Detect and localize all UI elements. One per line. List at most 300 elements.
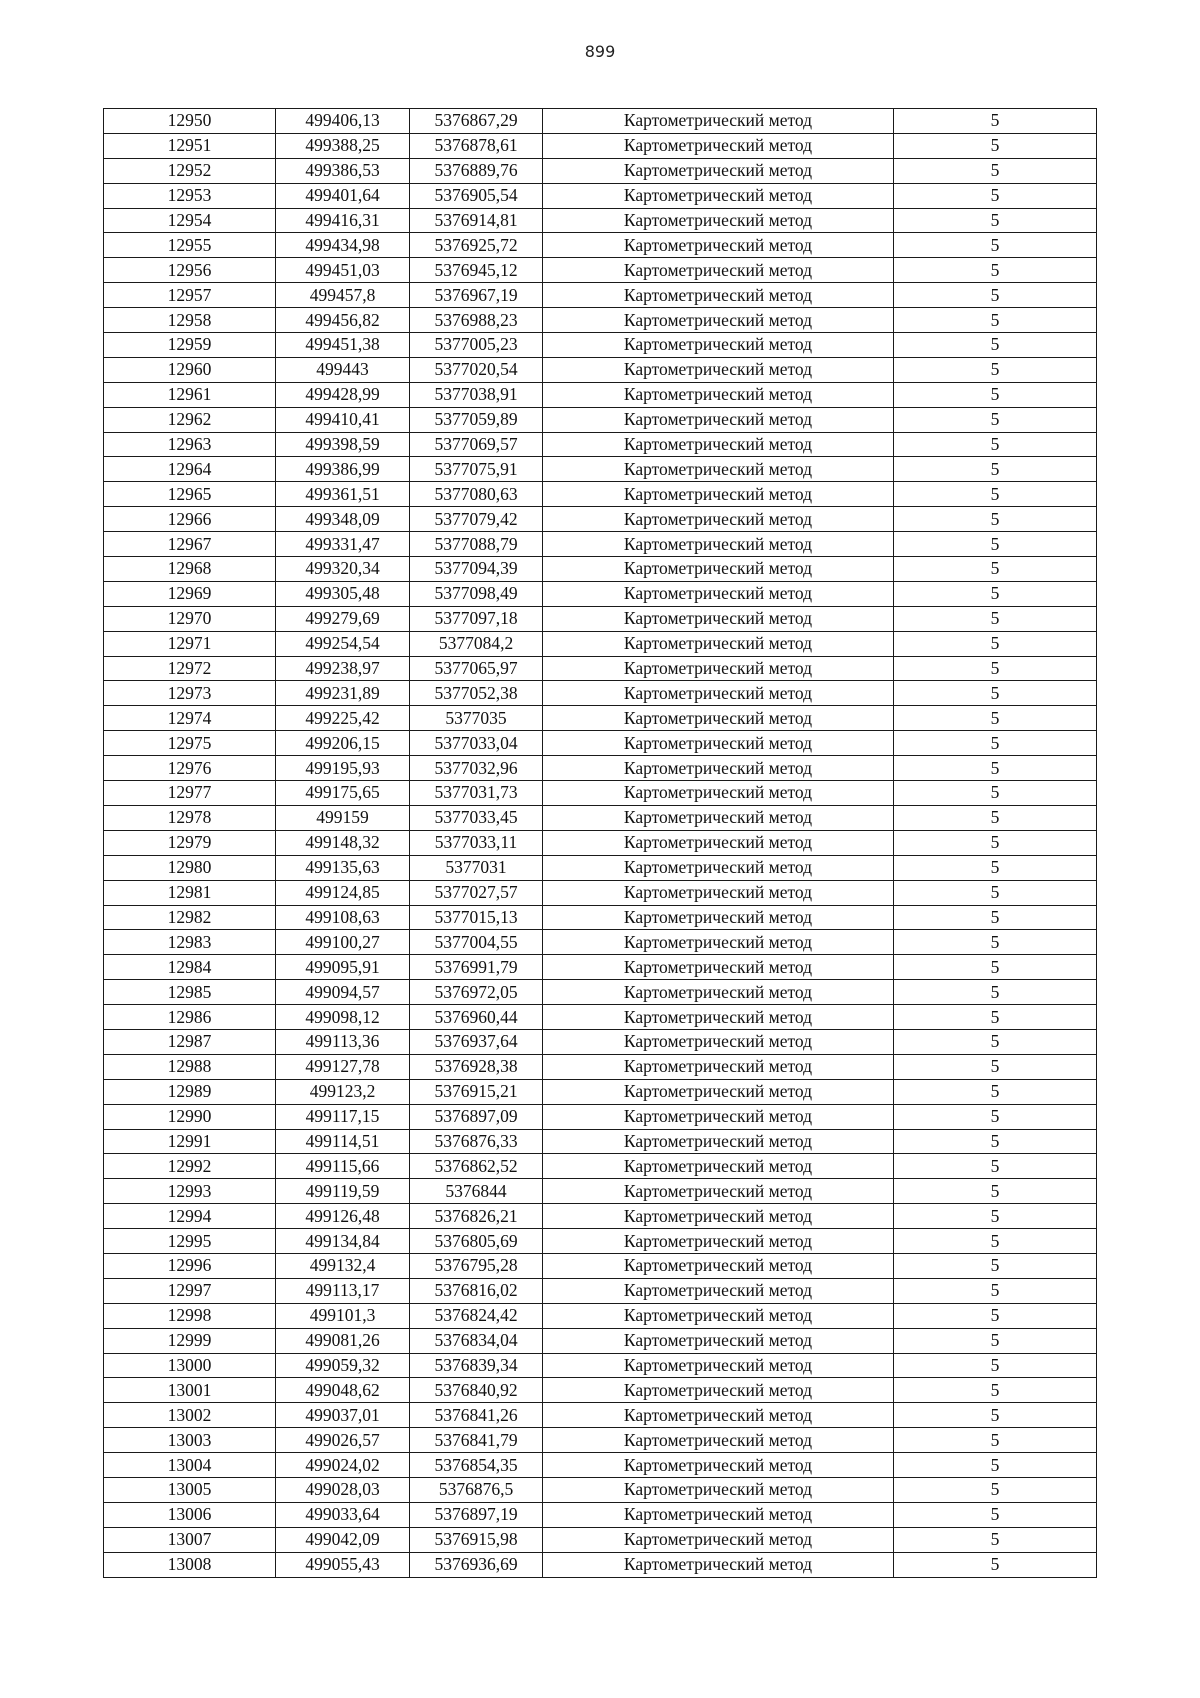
y-coordinate-cell: 5376841,26 (410, 1403, 543, 1428)
table-row (104, 557, 1097, 582)
table-row (104, 1328, 1097, 1353)
x-coordinate-cell: 499443 (276, 357, 410, 382)
y-coordinate-cell: 5376897,09 (410, 1104, 543, 1129)
point-number-cell: 12952 (104, 158, 276, 183)
method-cell: Картометрический метод (543, 1278, 894, 1303)
accuracy-cell: 5 (894, 308, 1097, 333)
method-cell: Картометрический метод (543, 830, 894, 855)
accuracy-cell: 5 (894, 1029, 1097, 1054)
table-row (104, 532, 1097, 557)
x-coordinate-cell: 499100,27 (276, 930, 410, 955)
accuracy-cell: 5 (894, 1353, 1097, 1378)
accuracy-cell: 5 (894, 1552, 1097, 1577)
point-number-cell: 12975 (104, 731, 276, 756)
x-coordinate-cell: 499059,32 (276, 1353, 410, 1378)
y-coordinate-cell: 5376876,5 (410, 1477, 543, 1502)
x-coordinate-cell: 499388,25 (276, 133, 410, 158)
y-coordinate-cell: 5376867,29 (410, 109, 543, 134)
x-coordinate-cell: 499386,53 (276, 158, 410, 183)
table-row (104, 656, 1097, 681)
accuracy-cell: 5 (894, 258, 1097, 283)
table-row (104, 581, 1097, 606)
table-row (104, 258, 1097, 283)
accuracy-cell: 5 (894, 1378, 1097, 1403)
x-coordinate-cell: 499048,62 (276, 1378, 410, 1403)
x-coordinate-cell: 499175,65 (276, 781, 410, 806)
point-number-cell: 13007 (104, 1527, 276, 1552)
table-row (104, 681, 1097, 706)
y-coordinate-cell: 5376824,42 (410, 1303, 543, 1328)
y-coordinate-cell: 5377080,63 (410, 482, 543, 507)
y-coordinate-cell: 5377033,45 (410, 805, 543, 830)
x-coordinate-cell: 499416,31 (276, 208, 410, 233)
accuracy-cell: 5 (894, 457, 1097, 482)
accuracy-cell: 5 (894, 830, 1097, 855)
accuracy-cell: 5 (894, 208, 1097, 233)
method-cell: Картометрический метод (543, 333, 894, 358)
point-number-cell: 12978 (104, 805, 276, 830)
table-row (104, 706, 1097, 731)
table-row (104, 1477, 1097, 1502)
method-cell: Картометрический метод (543, 855, 894, 880)
y-coordinate-cell: 5377079,42 (410, 507, 543, 532)
method-cell: Картометрический метод (543, 805, 894, 830)
method-cell: Картометрический метод (543, 507, 894, 532)
table-row (104, 756, 1097, 781)
y-coordinate-cell: 5376841,79 (410, 1428, 543, 1453)
accuracy-cell: 5 (894, 1179, 1097, 1204)
page-number: 899 (584, 42, 616, 61)
point-number-cell: 12970 (104, 606, 276, 631)
point-number-cell: 12959 (104, 333, 276, 358)
y-coordinate-cell: 5376816,02 (410, 1278, 543, 1303)
method-cell: Картометрический метод (543, 1154, 894, 1179)
accuracy-cell: 5 (894, 930, 1097, 955)
method-cell: Картометрический метод (543, 756, 894, 781)
accuracy-cell: 5 (894, 1054, 1097, 1079)
accuracy-cell: 5 (894, 1005, 1097, 1030)
x-coordinate-cell: 499135,63 (276, 855, 410, 880)
point-number-cell: 12969 (104, 581, 276, 606)
method-cell: Картометрический метод (543, 1502, 894, 1527)
point-number-cell: 13003 (104, 1428, 276, 1453)
y-coordinate-cell: 5376914,81 (410, 208, 543, 233)
method-cell: Картометрический метод (543, 1353, 894, 1378)
x-coordinate-cell: 499434,98 (276, 233, 410, 258)
method-cell: Картометрический метод (543, 382, 894, 407)
accuracy-cell: 5 (894, 1129, 1097, 1154)
method-cell: Картометрический метод (543, 1179, 894, 1204)
y-coordinate-cell: 5376937,64 (410, 1029, 543, 1054)
accuracy-cell: 5 (894, 1253, 1097, 1278)
table-row (104, 1154, 1097, 1179)
x-coordinate-cell: 499225,42 (276, 706, 410, 731)
point-number-cell: 13002 (104, 1403, 276, 1428)
accuracy-cell: 5 (894, 507, 1097, 532)
accuracy-cell: 5 (894, 1154, 1097, 1179)
table-row (104, 1403, 1097, 1428)
method-cell: Картометрический метод (543, 581, 894, 606)
point-number-cell: 12951 (104, 133, 276, 158)
method-cell: Картометрический метод (543, 905, 894, 930)
x-coordinate-cell: 499028,03 (276, 1477, 410, 1502)
y-coordinate-cell: 5376805,69 (410, 1229, 543, 1254)
x-coordinate-cell: 499101,3 (276, 1303, 410, 1328)
point-number-cell: 12993 (104, 1179, 276, 1204)
point-number-cell: 12985 (104, 980, 276, 1005)
point-number-cell: 12988 (104, 1054, 276, 1079)
method-cell: Картометрический метод (543, 681, 894, 706)
x-coordinate-cell: 499451,03 (276, 258, 410, 283)
table-row (104, 1278, 1097, 1303)
x-coordinate-cell: 499094,57 (276, 980, 410, 1005)
method-cell: Картометрический метод (543, 133, 894, 158)
accuracy-cell: 5 (894, 382, 1097, 407)
accuracy-cell: 5 (894, 955, 1097, 980)
method-cell: Картометрический метод (543, 606, 894, 631)
point-number-cell: 13000 (104, 1353, 276, 1378)
table-row (104, 233, 1097, 258)
point-number-cell: 12971 (104, 631, 276, 656)
table-row (104, 805, 1097, 830)
point-number-cell: 12997 (104, 1278, 276, 1303)
x-coordinate-cell: 499026,57 (276, 1428, 410, 1453)
point-number-cell: 12964 (104, 457, 276, 482)
method-cell: Картометрический метод (543, 407, 894, 432)
point-number-cell: 12991 (104, 1129, 276, 1154)
x-coordinate-cell: 499132,4 (276, 1253, 410, 1278)
y-coordinate-cell: 5376889,76 (410, 158, 543, 183)
y-coordinate-cell: 5376960,44 (410, 1005, 543, 1030)
method-cell: Картометрический метод (543, 557, 894, 582)
y-coordinate-cell: 5377027,57 (410, 880, 543, 905)
point-number-cell: 12999 (104, 1328, 276, 1353)
table-row (104, 781, 1097, 806)
x-coordinate-cell: 499115,66 (276, 1154, 410, 1179)
y-coordinate-cell: 5377033,04 (410, 731, 543, 756)
point-number-cell: 12986 (104, 1005, 276, 1030)
y-coordinate-cell: 5376840,92 (410, 1378, 543, 1403)
y-coordinate-cell: 5376854,35 (410, 1453, 543, 1478)
y-coordinate-cell: 5377075,91 (410, 457, 543, 482)
table-row (104, 855, 1097, 880)
accuracy-cell: 5 (894, 557, 1097, 582)
x-coordinate-cell: 499457,8 (276, 283, 410, 308)
accuracy-cell: 5 (894, 631, 1097, 656)
x-coordinate-cell: 499134,84 (276, 1229, 410, 1254)
accuracy-cell: 5 (894, 432, 1097, 457)
method-cell: Картометрический метод (543, 1303, 894, 1328)
y-coordinate-cell: 5376915,21 (410, 1079, 543, 1104)
x-coordinate-cell: 499126,48 (276, 1204, 410, 1229)
y-coordinate-cell: 5376936,69 (410, 1552, 543, 1577)
method-cell: Картометрический метод (543, 1054, 894, 1079)
accuracy-cell: 5 (894, 357, 1097, 382)
point-number-cell: 13008 (104, 1552, 276, 1577)
point-number-cell: 12987 (104, 1029, 276, 1054)
method-cell: Картометрический метод (543, 457, 894, 482)
point-number-cell: 12974 (104, 706, 276, 731)
table-row (104, 905, 1097, 930)
y-coordinate-cell: 5377015,13 (410, 905, 543, 930)
x-coordinate-cell: 499117,15 (276, 1104, 410, 1129)
point-number-cell: 12982 (104, 905, 276, 930)
method-cell: Картометрический метод (543, 1428, 894, 1453)
x-coordinate-cell: 499119,59 (276, 1179, 410, 1204)
accuracy-cell: 5 (894, 855, 1097, 880)
point-number-cell: 12961 (104, 382, 276, 407)
method-cell: Картометрический метод (543, 1527, 894, 1552)
y-coordinate-cell: 5376839,34 (410, 1353, 543, 1378)
x-coordinate-cell: 499037,01 (276, 1403, 410, 1428)
y-coordinate-cell: 5376925,72 (410, 233, 543, 258)
table-row (104, 1204, 1097, 1229)
table-row (104, 208, 1097, 233)
method-cell: Картометрический метод (543, 432, 894, 457)
point-number-cell: 13006 (104, 1502, 276, 1527)
method-cell: Картометрический метод (543, 1453, 894, 1478)
x-coordinate-cell: 499451,38 (276, 333, 410, 358)
y-coordinate-cell: 5376928,38 (410, 1054, 543, 1079)
x-coordinate-cell: 499386,99 (276, 457, 410, 482)
table-row (104, 731, 1097, 756)
table-row (104, 1029, 1097, 1054)
x-coordinate-cell: 499410,41 (276, 407, 410, 432)
y-coordinate-cell: 5377098,49 (410, 581, 543, 606)
table-row (104, 457, 1097, 482)
table-row (104, 830, 1097, 855)
point-number-cell: 12953 (104, 183, 276, 208)
accuracy-cell: 5 (894, 482, 1097, 507)
x-coordinate-cell: 499033,64 (276, 1502, 410, 1527)
accuracy-cell: 5 (894, 233, 1097, 258)
accuracy-cell: 5 (894, 1229, 1097, 1254)
x-coordinate-cell: 499238,97 (276, 656, 410, 681)
y-coordinate-cell: 5377084,2 (410, 631, 543, 656)
table-row (104, 158, 1097, 183)
x-coordinate-cell: 499406,13 (276, 109, 410, 134)
x-coordinate-cell: 499127,78 (276, 1054, 410, 1079)
accuracy-cell: 5 (894, 1477, 1097, 1502)
x-coordinate-cell: 499320,34 (276, 557, 410, 582)
y-coordinate-cell: 5376844 (410, 1179, 543, 1204)
y-coordinate-cell: 5376915,98 (410, 1527, 543, 1552)
x-coordinate-cell: 499055,43 (276, 1552, 410, 1577)
table-row (104, 1502, 1097, 1527)
x-coordinate-cell: 499024,02 (276, 1453, 410, 1478)
table-row (104, 1079, 1097, 1104)
y-coordinate-cell: 5376967,19 (410, 283, 543, 308)
accuracy-cell: 5 (894, 1204, 1097, 1229)
method-cell: Картометрический метод (543, 233, 894, 258)
y-coordinate-cell: 5376988,23 (410, 308, 543, 333)
x-coordinate-cell: 499348,09 (276, 507, 410, 532)
point-number-cell: 12983 (104, 930, 276, 955)
method-cell: Картометрический метод (543, 1253, 894, 1278)
method-cell: Картометрический метод (543, 158, 894, 183)
table-row (104, 1229, 1097, 1254)
x-coordinate-cell: 499081,26 (276, 1328, 410, 1353)
accuracy-cell: 5 (894, 1303, 1097, 1328)
method-cell: Картометрический метод (543, 1477, 894, 1502)
method-cell: Картометрический метод (543, 1378, 894, 1403)
method-cell: Картометрический метод (543, 706, 894, 731)
x-coordinate-cell: 499398,59 (276, 432, 410, 457)
accuracy-cell: 5 (894, 731, 1097, 756)
y-coordinate-cell: 5376878,61 (410, 133, 543, 158)
point-number-cell: 12972 (104, 656, 276, 681)
point-number-cell: 12958 (104, 308, 276, 333)
x-coordinate-cell: 499108,63 (276, 905, 410, 930)
table-row (104, 1303, 1097, 1328)
accuracy-cell: 5 (894, 1104, 1097, 1129)
method-cell: Картометрический метод (543, 1104, 894, 1129)
x-coordinate-cell: 499305,48 (276, 581, 410, 606)
accuracy-cell: 5 (894, 1328, 1097, 1353)
point-number-cell: 13005 (104, 1477, 276, 1502)
x-coordinate-cell: 499124,85 (276, 880, 410, 905)
accuracy-cell: 5 (894, 1453, 1097, 1478)
accuracy-cell: 5 (894, 656, 1097, 681)
accuracy-cell: 5 (894, 1527, 1097, 1552)
x-coordinate-cell: 499361,51 (276, 482, 410, 507)
accuracy-cell: 5 (894, 333, 1097, 358)
y-coordinate-cell: 5376795,28 (410, 1253, 543, 1278)
accuracy-cell: 5 (894, 581, 1097, 606)
y-coordinate-cell: 5376972,05 (410, 980, 543, 1005)
y-coordinate-cell: 5377004,55 (410, 930, 543, 955)
table-row (104, 1005, 1097, 1030)
y-coordinate-cell: 5376991,79 (410, 955, 543, 980)
table-row (104, 930, 1097, 955)
accuracy-cell: 5 (894, 1079, 1097, 1104)
point-number-cell: 12984 (104, 955, 276, 980)
method-cell: Картометрический метод (543, 980, 894, 1005)
table-row (104, 1054, 1097, 1079)
table-row (104, 109, 1097, 134)
method-cell: Картометрический метод (543, 1079, 894, 1104)
x-coordinate-cell: 499148,32 (276, 830, 410, 855)
table-row (104, 407, 1097, 432)
method-cell: Картометрический метод (543, 631, 894, 656)
y-coordinate-cell: 5376834,04 (410, 1328, 543, 1353)
y-coordinate-cell: 5376876,33 (410, 1129, 543, 1154)
x-coordinate-cell: 499401,64 (276, 183, 410, 208)
y-coordinate-cell: 5377052,38 (410, 681, 543, 706)
accuracy-cell: 5 (894, 706, 1097, 731)
point-number-cell: 12996 (104, 1253, 276, 1278)
method-cell: Картометрический метод (543, 308, 894, 333)
y-coordinate-cell: 5377031,73 (410, 781, 543, 806)
method-cell: Картометрический метод (543, 1328, 894, 1353)
y-coordinate-cell: 5377038,91 (410, 382, 543, 407)
x-coordinate-cell: 499042,09 (276, 1527, 410, 1552)
table-row (104, 1378, 1097, 1403)
y-coordinate-cell: 5377088,79 (410, 532, 543, 557)
accuracy-cell: 5 (894, 1428, 1097, 1453)
y-coordinate-cell: 5376826,21 (410, 1204, 543, 1229)
method-cell: Картометрический метод (543, 781, 894, 806)
x-coordinate-cell: 499113,36 (276, 1029, 410, 1054)
point-number-cell: 12954 (104, 208, 276, 233)
y-coordinate-cell: 5376862,52 (410, 1154, 543, 1179)
method-cell: Картометрический метод (543, 1403, 894, 1428)
table-row (104, 382, 1097, 407)
x-coordinate-cell: 499195,93 (276, 756, 410, 781)
table-row (104, 1428, 1097, 1453)
table-row (104, 955, 1097, 980)
point-number-cell: 12989 (104, 1079, 276, 1104)
accuracy-cell: 5 (894, 905, 1097, 930)
method-cell: Картометрический метод (543, 731, 894, 756)
table-row (104, 432, 1097, 457)
point-number-cell: 12995 (104, 1229, 276, 1254)
point-number-cell: 12956 (104, 258, 276, 283)
accuracy-cell: 5 (894, 407, 1097, 432)
point-number-cell: 12992 (104, 1154, 276, 1179)
point-number-cell: 12994 (104, 1204, 276, 1229)
accuracy-cell: 5 (894, 158, 1097, 183)
x-coordinate-cell: 499231,89 (276, 681, 410, 706)
method-cell: Картометрический метод (543, 880, 894, 905)
point-number-cell: 13004 (104, 1453, 276, 1478)
y-coordinate-cell: 5376905,54 (410, 183, 543, 208)
y-coordinate-cell: 5377069,57 (410, 432, 543, 457)
table-row (104, 606, 1097, 631)
method-cell: Картометрический метод (543, 532, 894, 557)
accuracy-cell: 5 (894, 681, 1097, 706)
accuracy-cell: 5 (894, 183, 1097, 208)
y-coordinate-cell: 5377031 (410, 855, 543, 880)
point-number-cell: 12962 (104, 407, 276, 432)
method-cell: Картометрический метод (543, 1552, 894, 1577)
y-coordinate-cell: 5377005,23 (410, 333, 543, 358)
accuracy-cell: 5 (894, 1502, 1097, 1527)
y-coordinate-cell: 5376945,12 (410, 258, 543, 283)
point-number-cell: 12966 (104, 507, 276, 532)
point-number-cell: 12990 (104, 1104, 276, 1129)
accuracy-cell: 5 (894, 1278, 1097, 1303)
method-cell: Картометрический метод (543, 1204, 894, 1229)
point-number-cell: 12955 (104, 233, 276, 258)
method-cell: Картометрический метод (543, 283, 894, 308)
point-number-cell: 12950 (104, 109, 276, 134)
accuracy-cell: 5 (894, 1403, 1097, 1428)
method-cell: Картометрический метод (543, 656, 894, 681)
x-coordinate-cell: 499095,91 (276, 955, 410, 980)
accuracy-cell: 5 (894, 980, 1097, 1005)
point-number-cell: 12973 (104, 681, 276, 706)
point-number-cell: 12967 (104, 532, 276, 557)
y-coordinate-cell: 5377033,11 (410, 830, 543, 855)
method-cell: Картометрический метод (543, 1129, 894, 1154)
point-number-cell: 12976 (104, 756, 276, 781)
method-cell: Картометрический метод (543, 1229, 894, 1254)
method-cell: Картометрический метод (543, 482, 894, 507)
x-coordinate-cell: 499331,47 (276, 532, 410, 557)
accuracy-cell: 5 (894, 283, 1097, 308)
coordinates-table-body (104, 109, 1097, 1578)
table-row (104, 507, 1097, 532)
method-cell: Картометрический метод (543, 258, 894, 283)
y-coordinate-cell: 5377059,89 (410, 407, 543, 432)
table-row (104, 1353, 1097, 1378)
method-cell: Картометрический метод (543, 930, 894, 955)
y-coordinate-cell: 5377035 (410, 706, 543, 731)
method-cell: Картометрический метод (543, 109, 894, 134)
x-coordinate-cell: 499428,99 (276, 382, 410, 407)
method-cell: Картометрический метод (543, 357, 894, 382)
